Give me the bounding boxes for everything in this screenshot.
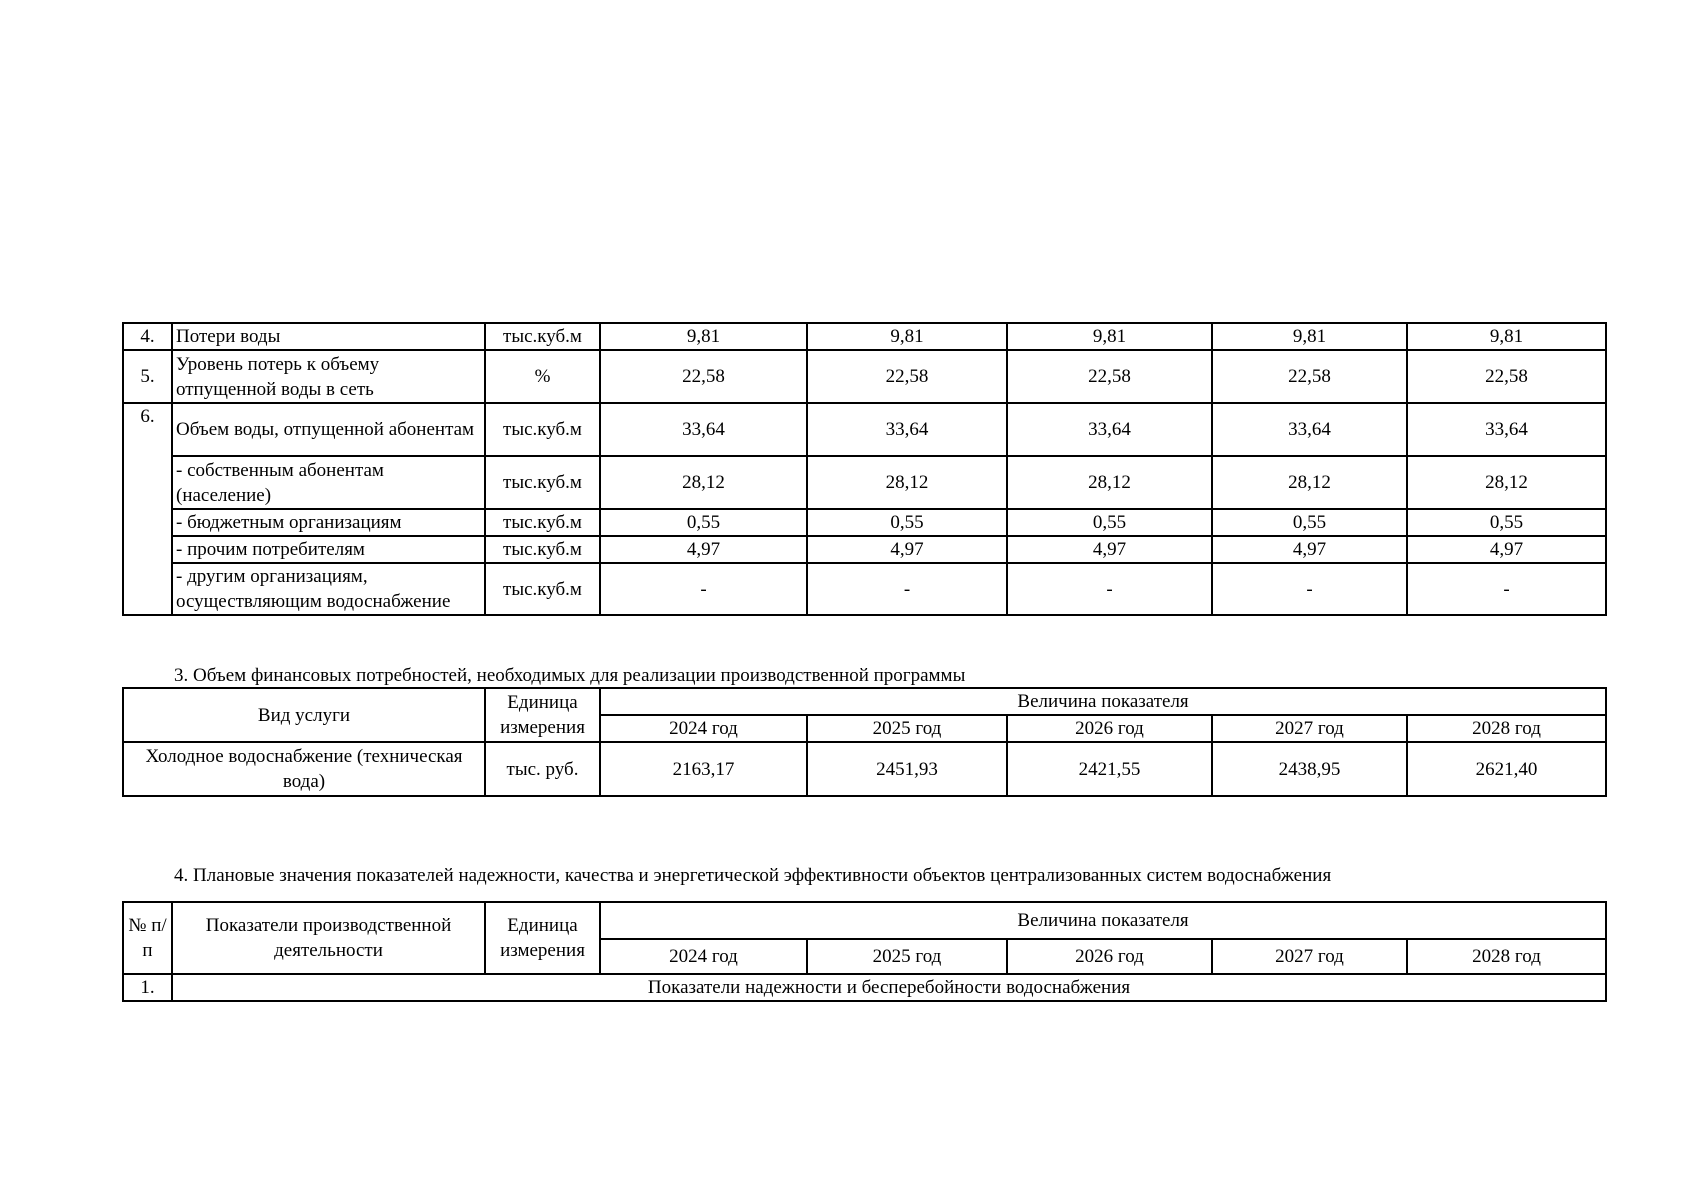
row-number (123, 509, 172, 536)
row-number: 5. (123, 350, 172, 403)
table-row (123, 350, 1606, 403)
unit-header: Единица измерения (485, 902, 600, 974)
value-cell: 28,12 (1212, 456, 1407, 509)
reliability-indicators-table (122, 901, 1607, 1002)
year-header: 2025 год (807, 715, 1007, 742)
value-cell: 22,58 (600, 350, 807, 403)
unit-cell: тыс.куб.м (485, 456, 600, 509)
value-cell: 28,12 (1407, 456, 1606, 509)
year-header: 2027 год (1212, 939, 1407, 974)
value-cell: 2438,95 (1212, 742, 1407, 796)
table-row (123, 536, 1606, 563)
year-header: 2028 год (1407, 715, 1606, 742)
value-cell: 9,81 (1007, 323, 1212, 350)
row-number (123, 536, 172, 563)
number-header: № п/п (123, 902, 172, 974)
value-cell: 0,55 (1407, 509, 1606, 536)
year-header: 2024 год (600, 715, 807, 742)
indicators-header: Показатели производственной деятельности (172, 902, 485, 974)
value-cell: - (1212, 563, 1407, 615)
indicator-name: Потери воды (172, 323, 485, 350)
value-cell: 22,58 (1007, 350, 1212, 403)
year-header: 2026 год (1007, 715, 1212, 742)
header-row (123, 902, 1606, 939)
service-header: Вид услуги (123, 688, 485, 742)
value-cell: 2451,93 (807, 742, 1007, 796)
unit-cell: тыс.куб.м (485, 323, 600, 350)
indicator-name: - бюджетным организациям (172, 509, 485, 536)
indicator-name: - прочим потребителям (172, 536, 485, 563)
year-header: 2027 год (1212, 715, 1407, 742)
value-cell: 33,64 (1007, 403, 1212, 456)
section4-title: 4. Плановые значения показателей надежности, качества и энергетической эффективности объектов централизованных систем водоснабжения (174, 865, 1332, 886)
table-row (123, 456, 1606, 509)
indicator-name: - собственным абонентам (население) (172, 456, 485, 509)
table-row (123, 974, 1606, 1001)
table-row (123, 563, 1606, 615)
indicator-name: - другим организациям, осуществляющим водоснабжение (172, 563, 485, 615)
value-cell: 4,97 (1007, 536, 1212, 563)
value-cell: 9,81 (1212, 323, 1407, 350)
value-cell: - (1407, 563, 1606, 615)
value-cell: 22,58 (807, 350, 1007, 403)
production-indicators-table (122, 322, 1607, 616)
value-cell: 0,55 (600, 509, 807, 536)
unit-cell: % (485, 350, 600, 403)
section3-title: 3. Объем финансовых потребностей, необходимых для реализации производственной программы (174, 665, 966, 686)
value-cell: 2163,17 (600, 742, 807, 796)
financial-needs-table (122, 687, 1607, 797)
value-cell: 28,12 (807, 456, 1007, 509)
unit-cell: тыс.куб.м (485, 403, 600, 456)
value-cell: - (1007, 563, 1212, 615)
year-header: 2024 год (600, 939, 807, 974)
year-header: 2026 год (1007, 939, 1212, 974)
value-cell: 4,97 (807, 536, 1007, 563)
value-cell: 9,81 (1407, 323, 1606, 350)
value-cell: 4,97 (1407, 536, 1606, 563)
value-cell: - (807, 563, 1007, 615)
row-number: 6. (123, 403, 172, 456)
row-number: 4. (123, 323, 172, 350)
value-cell: 2621,40 (1407, 742, 1606, 796)
row-number: 1. (123, 974, 172, 1001)
unit-cell: тыс.куб.м (485, 563, 600, 615)
value-cell: 0,55 (1212, 509, 1407, 536)
table-row (123, 509, 1606, 536)
value-cell: 0,55 (1007, 509, 1212, 536)
value-header: Величина показателя (600, 902, 1606, 939)
value-cell: 22,58 (1212, 350, 1407, 403)
indicator-name: Объем воды, отпущенной абонентам (172, 403, 485, 456)
value-cell: 9,81 (600, 323, 807, 350)
value-cell: 28,12 (600, 456, 807, 509)
group-label: Показатели надежности и бесперебойности водоснабжения (172, 974, 1606, 1001)
unit-header: Единица измерения (485, 688, 600, 742)
value-cell: 9,81 (807, 323, 1007, 350)
header-row (123, 688, 1606, 715)
indicator-name: Уровень потерь к объему отпущенной воды в сеть (172, 350, 485, 403)
table-row (123, 323, 1606, 350)
value-header: Величина показателя (600, 688, 1606, 715)
row-number (123, 563, 172, 615)
value-cell: 33,64 (600, 403, 807, 456)
value-cell: 33,64 (807, 403, 1007, 456)
unit-cell: тыс. руб. (485, 742, 600, 796)
value-cell: - (600, 563, 807, 615)
year-header: 2025 год (807, 939, 1007, 974)
value-cell: 4,97 (1212, 536, 1407, 563)
service-name: Холодное водоснабжение (техническая вода) (123, 742, 485, 796)
table-row (123, 403, 1606, 456)
value-cell: 2421,55 (1007, 742, 1212, 796)
row-number (123, 456, 172, 509)
year-header: 2028 год (1407, 939, 1606, 974)
value-cell: 33,64 (1212, 403, 1407, 456)
value-cell: 0,55 (807, 509, 1007, 536)
unit-cell: тыс.куб.м (485, 509, 600, 536)
value-cell: 22,58 (1407, 350, 1606, 403)
value-cell: 28,12 (1007, 456, 1212, 509)
value-cell: 33,64 (1407, 403, 1606, 456)
value-cell: 4,97 (600, 536, 807, 563)
unit-cell: тыс.куб.м (485, 536, 600, 563)
table-row (123, 742, 1606, 796)
